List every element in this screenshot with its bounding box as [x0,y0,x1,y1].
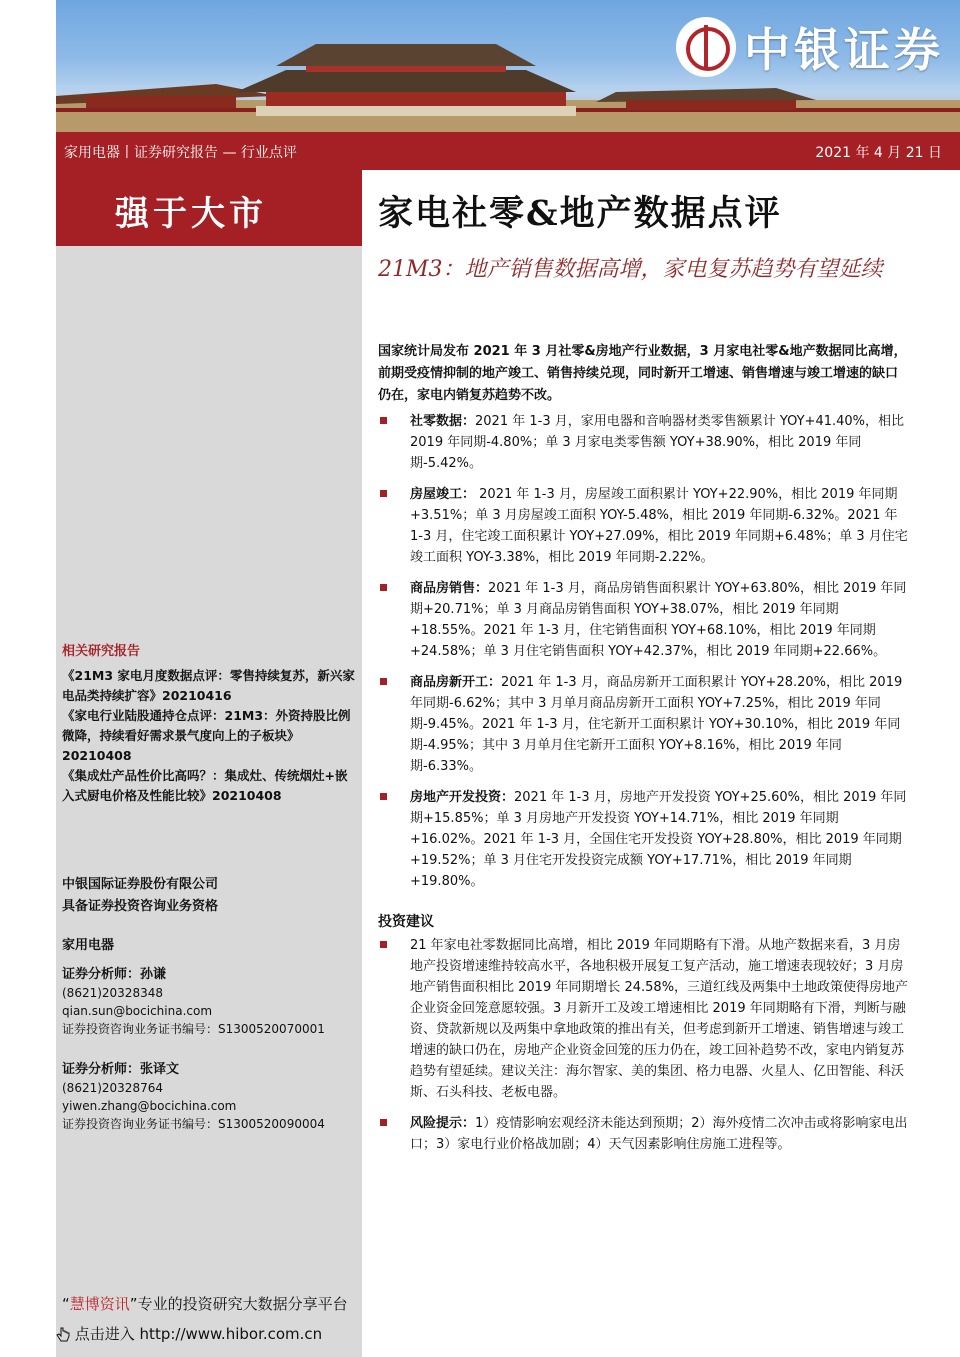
bullet-square-icon [380,793,387,800]
footer-ad [62,1293,348,1314]
bullet-text: 2021 年 1-3 月，商品房销售面积累计 YOY+63.80%，相比 2019 年同期+20.71%；单 3 月商品房销售面积 YOY+38.07%，相比 2019 年同期+18.55%。2021 年 1-3 月，住宅销售面积 YOY+68.10%，相比 2019 年同期+24.58%；单 3 月住宅销售面积 YOY+42.37%，相比 2019 年同期+22.66%。 [410,581,907,659]
bullet-square-icon [380,1119,387,1126]
analyst-card [62,1061,356,1133]
footer-link[interactable] [56,1323,322,1344]
bullet-lead: 商品房新开工： [410,675,502,690]
report-date: 2021 年 4 月 21 日 [815,145,942,161]
analyst-name: 证券分析师：张译文 [62,1062,180,1077]
report-info-bar [56,132,960,170]
analyst-email[interactable]: qian.sun@bocichina.com [62,1004,213,1018]
related-reports-list [62,666,356,806]
related-report-link[interactable]: 《家电行业陆股通持仓点评：21M3：外资持股比例微降，持续看好需求景气度向上的子板块》20210408 [62,708,351,763]
bullet-text: 2021 年 1-3 月，房地产开发投资 YOY+25.60%，相比 2019 年同期+15.85%；单 3 月房地产开发投资 YOY+14.71%，相比 2019 年同期+16.02%。2021 年 1-3 月，全国住宅开发投资 YOY+28.80%，相比 2019 年同期+19.52%；单 3 月住宅开发投资完成额 YOY+17.71%，相比 2019 年同期+19.80%。 [410,790,907,889]
bullet-square-icon [380,490,387,497]
pointer-hand-icon [56,1327,70,1343]
page-title: 家电社零&地产数据点评 [378,193,782,234]
bullet-square-icon [380,941,387,948]
investment-bullets [378,935,910,1165]
bullet-lead: 商品房销售： [410,581,489,596]
company-info [62,874,356,918]
bullet-sales [378,578,910,662]
related-report-link[interactable]: 《集成灶产品性价比高吗？：集成灶、传统烟灶+嵌入式厨电价格及性能比较》20210408 [62,768,348,803]
investment-heading: 投资建议 [378,914,434,930]
bullet-retail [378,411,910,474]
bullet-square-icon [380,584,387,591]
footer-link-text[interactable]: 点击进入 http://www.hibor.com.cn [74,1325,323,1343]
footer-ad-suffix: ”专业的投资研究大数据分享平台 [129,1295,348,1313]
bullet-text: 2021 年 1-3 月，家用电器和音响器材类零售额累计 YOY+41.40%，相比 2019 年同期-4.80%；单 3 月家电类零售额 YOY+38.90%，相比 2019 年同期-5.42%。 [410,414,905,471]
bullet-advice [378,935,910,1103]
bullet-text: 2021 年 1-3 月，房屋竣工面积累计 YOY+22.90%，相比 2019 年同期+3.51%；单 3 月房屋竣工面积 YOY-5.48%，相比 2019 年同期-6.32%。2021 年 1-3 月，住宅竣工面积累计 YOY+27.09%，相比 2019 年同期+6.48%；单 3 月住宅竣工面积 YOY-3.38%，相比 2019 年同期-2.22%。 [410,487,908,565]
bullet-square-icon [380,417,387,424]
bullet-text: 1）疫情影响宏观经济未能达到预期；2）海外疫情二次冲击或将影响家电出口；3）家电行业价格战加剧；4）天气因素影响住房施工进程等。 [410,1116,908,1152]
bullet-lead: 社零数据： [410,414,476,429]
breadcrumb: 家用电器丨证券研究报告 — 行业点评 [64,145,297,161]
bullet-new-starts [378,672,910,777]
bullet-square-icon [380,678,387,685]
analyst-cert: 证券投资咨询业务证书编号：S1300520090004 [62,1117,325,1131]
analyst-cert: 证券投资咨询业务证书编号：S1300520070001 [62,1022,325,1036]
related-reports-heading: 相关研究报告 [62,644,141,659]
bullet-lead: 房屋竣工： [410,487,476,502]
company-logo[interactable] [678,14,944,80]
page-subtitle: 21M3：地产销售数据高增，家电复苏趋势有望延续 [378,257,883,282]
bullet-lead: 房地产开发投资： [410,790,515,805]
data-bullets [378,411,910,902]
boc-logo-icon [678,19,734,75]
bullet-lead: 风险提示： [410,1116,476,1131]
bullet-risk [378,1113,910,1155]
analyst-phone: (8621)20328764 [62,1081,163,1095]
summary-paragraph: 国家统计局发布 2021 年 3 月社零&房地产行业数据，3 月家电社零&地产数据同比高增，前期受疫情抑制的地产竣工、销售持续兑现，同时新开工增速、销售增速与竣工增速的缺口仍在，家电内销复苏趋势不改。 [378,344,907,403]
logo-text: 中银证券 [744,23,944,77]
footer-ad-prefix: “ [62,1295,70,1313]
header-banner [56,0,960,132]
sector-label: 家用电器 [62,938,115,953]
rating-label: 强于大市 [115,194,267,234]
bullet-text: 21 年家电社零数据同比高增，相比 2019 年同期略有下滑。从地产数据来看，3 月房地产投资增速维持较高水平，各地积极开展复工复产活动，施工增速表现较好；3 月房地产销售面积相比 2019 年同期增长 24.58%，三道红线及两集中土地政策使得房地产企业资金回笼意愿较强。3 月新开工及竣工增速相比 2019 年同期略有下滑，判断与融资、贷款新规以及两集中拿地政策的推出有关，但考虑到新开工增速、销售增速与竣工增速的缺口仍在，房地产企业资金回笼的压力仍在，竣工回补趋势不改，家电内销复苏趋势有望延续。建议关注：海尔智家、美的集团、格力电器、火星人、亿田智能、科沃斯、石头科技、老板电器。 [410,938,909,1100]
analyst-phone: (8621)20328348 [62,986,163,1000]
company-qualification: 具备证券投资咨询业务资格 [62,899,219,914]
analyst-card [62,966,356,1038]
bullet-completion [378,484,910,568]
analyst-email[interactable]: yiwen.zhang@bocichina.com [62,1099,237,1113]
company-name: 中银国际证券股份有限公司 [62,877,219,892]
footer-ad-brand: 慧博资讯 [69,1295,130,1313]
related-report-link[interactable]: 《21M3 家电月度数据点评：零售持续复苏，新兴家电品类持续扩容》20210416 [62,668,355,703]
bullet-investment [378,787,910,892]
bullet-text: 2021 年 1-3 月，商品房新开工面积累计 YOY+28.20%，相比 2019 年同期-6.62%；其中 3 月单月商品房新开工面积 YOY+7.25%，相比 2019 年同期-9.45%。2021 年 1-3 月，住宅新开工面积累计 YOY+30.10%，相比 2019 年同期-4.95%；其中 3 月单月住宅新开工面积 YOY+8.16%，相比 2019 年同期-6.33%。 [410,675,903,774]
analyst-name: 证券分析师：孙谦 [62,967,167,982]
